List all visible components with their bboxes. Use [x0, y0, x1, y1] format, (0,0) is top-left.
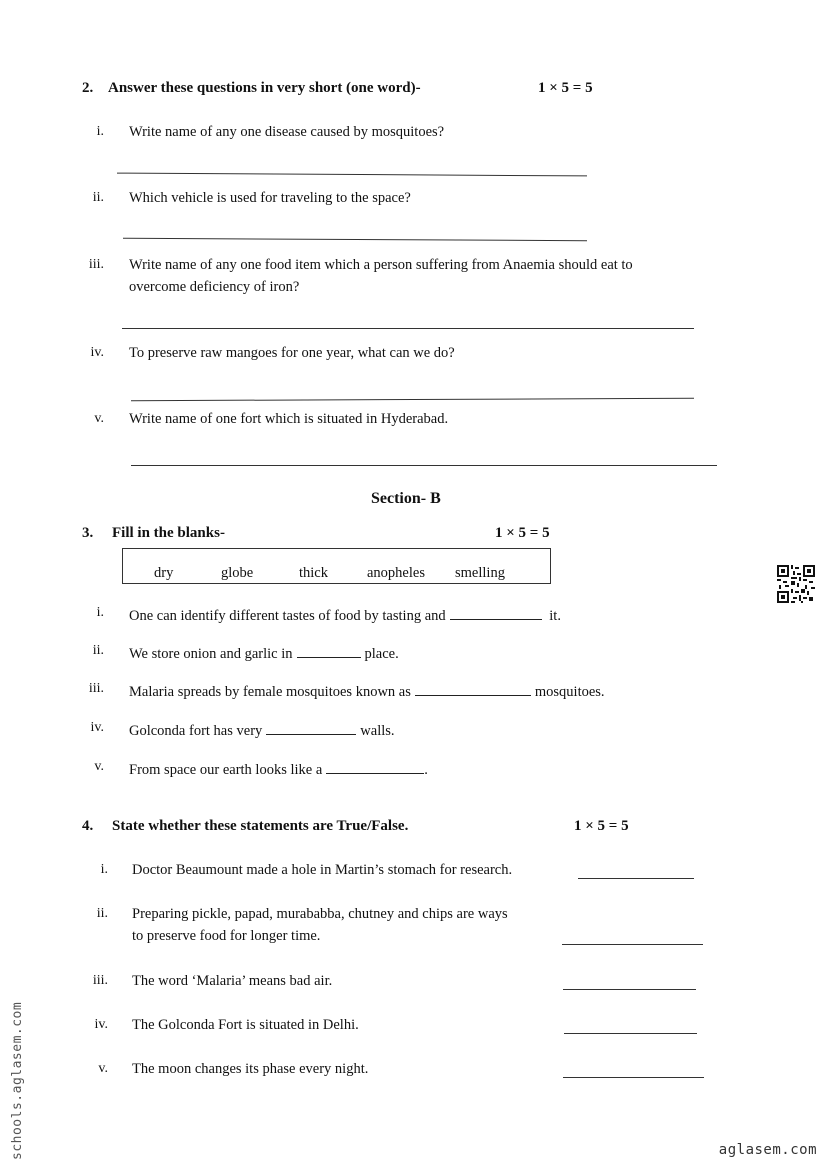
- q2-item-5-num: v.: [94, 411, 104, 426]
- q4-marks: 1 × 5 = 5: [574, 818, 629, 834]
- q2-item-1-text: Write name of any one disease caused by mosquitoes?: [129, 124, 445, 140]
- q3-item-2-num: ii.: [92, 643, 104, 658]
- q4-item-5-num: v.: [98, 1061, 108, 1076]
- q2-answer-line-1[interactable]: [117, 173, 587, 177]
- q4-item-2-num: ii.: [96, 906, 108, 921]
- word-bank-item: dry: [154, 565, 174, 581]
- q3-item-1-before: One can identify different tastes of food by tasting and: [129, 608, 446, 624]
- q3-item-3-after: mosquitoes.: [534, 684, 605, 700]
- word-bank-item: globe: [221, 565, 254, 581]
- q3-item-2-before: We store onion and garlic in: [129, 646, 293, 662]
- q4-item-1-text: Doctor Beaumount made a hole in Martin’s stomach for research.: [132, 862, 513, 878]
- q3-item-4-num: iv.: [90, 720, 104, 735]
- q3-item-5: [129, 759, 428, 779]
- q2-item-1-num: i.: [96, 124, 104, 139]
- q3-blank-3[interactable]: [415, 681, 531, 696]
- q4-item-1-num: i.: [100, 862, 108, 877]
- q3-blank-2[interactable]: [297, 643, 361, 658]
- q4-answer-line-1[interactable]: [578, 878, 694, 879]
- q3-item-1-num: i.: [96, 605, 104, 620]
- word-bank-item: thick: [299, 565, 328, 581]
- word-bank-item: smelling: [455, 565, 505, 581]
- q2-item-5-text: Write name of one fort which is situated in Hyderabad.: [129, 411, 449, 427]
- q2-marks: 1 × 5 = 5: [538, 80, 593, 96]
- q2-item-2-text: Which vehicle is used for traveling to the space?: [129, 190, 411, 206]
- q3-item-4-after: walls.: [360, 723, 395, 739]
- q3-blank-4[interactable]: [266, 720, 356, 735]
- q2-item-3-text: Write name of any one food item which a person suffering from Anaemia should eat to: [129, 257, 633, 273]
- q2-title: Answer these questions in very short (one word)-: [108, 80, 421, 96]
- word-bank-box: [122, 548, 551, 584]
- word-bank-item: anopheles: [367, 565, 425, 581]
- q3-item-5-before: From space our earth looks like a: [129, 762, 323, 778]
- q2-number: 2.: [82, 80, 94, 96]
- q2-answer-line-5[interactable]: [131, 465, 717, 466]
- footer-watermark-url[interactable]: aglasem.com: [718, 1142, 817, 1158]
- q4-title: State whether these statements are True/False.: [112, 818, 409, 834]
- q4-number: 4.: [82, 818, 94, 834]
- q2-answer-line-2[interactable]: [123, 238, 587, 241]
- q3-item-5-num: v.: [94, 759, 104, 774]
- q4-item-3-num: iii.: [92, 973, 108, 988]
- q2-item-4-num: iv.: [90, 345, 104, 360]
- q4-item-4-text: The Golconda Fort is situated in Delhi.: [132, 1017, 359, 1033]
- q3-item-4: [129, 720, 395, 740]
- q2-item-3-num: iii.: [88, 257, 104, 272]
- section-b-title: Section- B: [371, 490, 441, 507]
- q3-item-2-after: place.: [364, 646, 399, 662]
- q4-item-5-text: The moon changes its phase every night.: [132, 1061, 369, 1077]
- q2-answer-line-4[interactable]: [131, 398, 694, 401]
- qr-code-icon[interactable]: [777, 565, 815, 603]
- q2-answer-line-3[interactable]: [122, 328, 694, 329]
- q3-item-4-before: Golconda fort has very: [129, 723, 263, 739]
- q3-blank-5[interactable]: [326, 759, 424, 774]
- q4-item-3-text: The word ‘Malaria’ means bad air.: [132, 973, 333, 989]
- q4-item-2-text-cont: to preserve food for longer time.: [132, 928, 321, 944]
- q4-item-4-num: iv.: [94, 1017, 108, 1032]
- q4-answer-line-4[interactable]: [564, 1033, 697, 1034]
- q2-item-3-text-cont: overcome deficiency of iron?: [129, 279, 300, 295]
- q3-item-5-after: .: [424, 762, 428, 778]
- q4-answer-line-2[interactable]: [562, 944, 703, 945]
- q4-item-2-text: Preparing pickle, papad, murababba, chutney and chips are ways: [132, 906, 508, 922]
- q3-number: 3.: [82, 525, 94, 541]
- q3-item-3-num: iii.: [88, 681, 104, 696]
- side-watermark-url[interactable]: schools.aglasem.com: [10, 1001, 25, 1160]
- q3-item-1-after: it.: [549, 608, 561, 624]
- q4-answer-line-5[interactable]: [563, 1077, 704, 1078]
- q3-item-3: [129, 681, 605, 701]
- q4-answer-line-3[interactable]: [563, 989, 696, 990]
- q3-item-2: [129, 643, 399, 663]
- q3-blank-1[interactable]: [450, 605, 542, 620]
- q2-item-2-num: ii.: [92, 190, 104, 205]
- q2-item-4-text: To preserve raw mangoes for one year, what can we do?: [129, 345, 455, 361]
- q3-marks: 1 × 5 = 5: [495, 525, 550, 541]
- q3-item-3-before: Malaria spreads by female mosquitoes known as: [129, 684, 411, 700]
- q3-title: Fill in the blanks-: [112, 525, 225, 541]
- q3-item-1: [129, 605, 561, 625]
